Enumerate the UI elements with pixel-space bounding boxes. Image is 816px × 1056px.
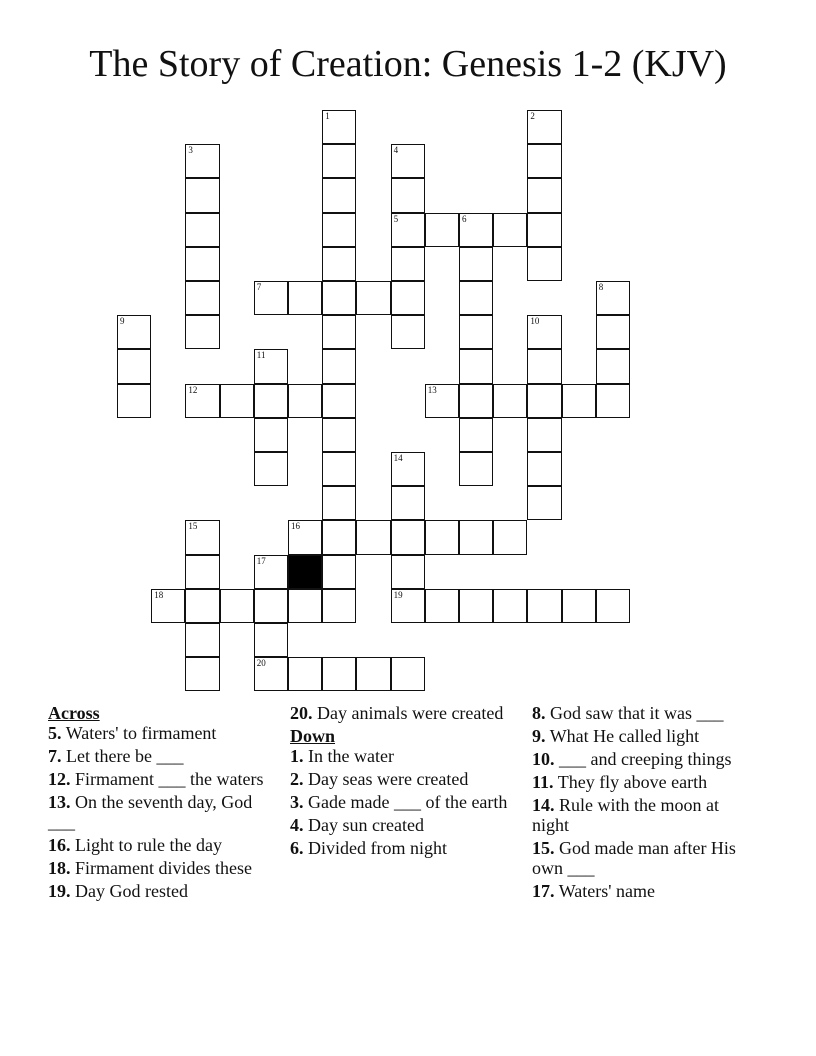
grid-cell[interactable] <box>322 349 356 383</box>
grid-cell[interactable] <box>254 555 288 589</box>
cell-number: 12 <box>188 384 198 395</box>
grid-cell[interactable] <box>322 418 356 452</box>
grid-cell[interactable] <box>527 452 561 486</box>
clue-number: 9. <box>532 726 546 746</box>
grid-cell[interactable] <box>322 452 356 486</box>
grid-cell[interactable] <box>220 384 254 418</box>
grid-cell[interactable] <box>254 623 288 657</box>
clue-number: 13. <box>48 792 71 812</box>
across-clue <box>48 769 273 789</box>
cell-number: 10 <box>530 316 540 327</box>
down-clue <box>532 795 757 835</box>
clue-text: On the seventh day, God ___ <box>48 792 253 832</box>
grid-cell[interactable] <box>322 384 356 418</box>
grid-cell[interactable] <box>254 384 288 418</box>
grid-cell[interactable] <box>356 520 390 554</box>
cell-number: 11 <box>256 350 266 361</box>
cell-number: 15 <box>188 521 198 532</box>
grid-cell[interactable] <box>185 623 219 657</box>
down-clue <box>532 703 757 723</box>
grid-cell[interactable] <box>459 315 493 349</box>
clue-text: Let there be ___ <box>66 746 184 766</box>
clue-text: Waters' name <box>558 881 655 901</box>
grid-cell[interactable] <box>254 349 288 383</box>
grid-cell[interactable] <box>459 247 493 281</box>
clue-text: ___ and creeping things <box>559 749 732 769</box>
grid-cell[interactable] <box>185 315 219 349</box>
grid-cell[interactable] <box>356 281 390 315</box>
grid-cell[interactable] <box>459 418 493 452</box>
grid-cell[interactable] <box>254 281 288 315</box>
clue-text: Day sun created <box>308 815 424 835</box>
grid-cell[interactable] <box>185 657 219 691</box>
clue-number: 20. <box>290 703 313 723</box>
grid-cell[interactable] <box>527 384 561 418</box>
grid-cell[interactable] <box>527 213 561 247</box>
down-clue <box>532 881 757 901</box>
grid-cell[interactable] <box>527 589 561 623</box>
cell-number: 4 <box>393 145 399 156</box>
clue-text: Divided from night <box>308 838 447 858</box>
page-title: The Story of Creation: Genesis 1-2 (KJV) <box>89 43 727 85</box>
grid-cell[interactable] <box>527 486 561 520</box>
clue-number: 8. <box>532 703 546 723</box>
grid-cell[interactable] <box>391 281 425 315</box>
clue-number: 5. <box>48 723 62 743</box>
grid-cell[interactable] <box>185 213 219 247</box>
cell-number: 16 <box>291 521 300 532</box>
grid-cell[interactable] <box>322 281 356 315</box>
down-clue <box>290 838 515 858</box>
grid-cell[interactable] <box>527 315 561 349</box>
clue-text: They fly above earth <box>557 772 708 792</box>
grid-cell[interactable] <box>527 418 561 452</box>
clue-text: God made man after His own ___ <box>532 838 736 878</box>
cell-number: 19 <box>393 589 403 600</box>
grid-cell[interactable] <box>596 281 630 315</box>
clue-number: 7. <box>48 746 62 766</box>
cell-number: 18 <box>154 589 164 600</box>
grid-cell[interactable] <box>322 520 356 554</box>
grid-cell[interactable] <box>562 384 596 418</box>
down-clue <box>532 749 757 769</box>
grid-cell[interactable] <box>220 589 254 623</box>
grid-cell[interactable] <box>322 110 356 144</box>
grid-cell[interactable] <box>322 555 356 589</box>
grid-cell[interactable] <box>117 349 151 383</box>
grid-cell[interactable] <box>596 349 630 383</box>
grid-cell[interactable] <box>254 589 288 623</box>
clue-number: 19. <box>48 881 71 901</box>
down-clue <box>290 815 515 835</box>
across-clue <box>48 835 273 855</box>
clue-column-3 <box>532 703 757 904</box>
grid-cell[interactable] <box>322 486 356 520</box>
grid-cell[interactable] <box>391 555 425 589</box>
grid-cell[interactable] <box>527 178 561 212</box>
clue-text: God saw that it was ___ <box>550 703 724 723</box>
clue-text: Day God rested <box>75 881 188 901</box>
grid-cell[interactable] <box>493 589 527 623</box>
clue-text: Firmament divides these <box>75 858 252 878</box>
across-clue <box>48 723 273 743</box>
grid-cell[interactable] <box>391 657 425 691</box>
grid-cell[interactable] <box>288 657 322 691</box>
clue-number: 17. <box>532 881 555 901</box>
grid-cell[interactable] <box>425 384 459 418</box>
grid-cell[interactable] <box>459 520 493 554</box>
grid-cell[interactable] <box>596 589 630 623</box>
grid-cell[interactable] <box>459 281 493 315</box>
across-clue <box>48 746 273 766</box>
clue-text: Firmament ___ the waters <box>75 769 264 789</box>
clue-number: 10. <box>532 749 555 769</box>
grid-cell[interactable] <box>391 520 425 554</box>
grid-cell[interactable] <box>527 247 561 281</box>
grid-cell[interactable] <box>322 178 356 212</box>
grid-cell[interactable] <box>493 520 527 554</box>
grid-cell[interactable] <box>527 144 561 178</box>
grid-cell[interactable] <box>459 349 493 383</box>
grid-cell[interactable] <box>322 315 356 349</box>
clue-number: 6. <box>290 838 304 858</box>
clue-number: 4. <box>290 815 304 835</box>
grid-cell[interactable] <box>185 144 219 178</box>
grid-cell[interactable] <box>288 520 322 554</box>
grid-cell[interactable] <box>562 589 596 623</box>
grid-cell[interactable] <box>527 349 561 383</box>
grid-cell[interactable] <box>459 384 493 418</box>
grid-cell[interactable] <box>391 213 425 247</box>
clue-text: Light to rule the day <box>75 835 222 855</box>
clue-number: 18. <box>48 858 71 878</box>
grid-cell[interactable] <box>185 520 219 554</box>
across-clue <box>48 858 273 878</box>
down-clue <box>532 772 757 792</box>
cell-number: 1 <box>325 111 330 121</box>
clue-number: 11. <box>532 772 554 792</box>
down-clue <box>532 838 757 878</box>
grid-cell[interactable] <box>288 281 322 315</box>
grid-cell[interactable] <box>254 418 288 452</box>
grid-cell[interactable] <box>288 384 322 418</box>
grid-cell[interactable] <box>493 213 527 247</box>
across-clue <box>48 881 273 901</box>
grid-cell[interactable] <box>391 315 425 349</box>
grid-cell[interactable] <box>391 247 425 281</box>
grid-cell[interactable] <box>185 247 219 281</box>
clue-number: 3. <box>290 792 304 812</box>
clue-number: 12. <box>48 769 71 789</box>
clue-text: Day animals were created <box>317 703 504 723</box>
clue-number: 2. <box>290 769 304 789</box>
grid-cell[interactable] <box>254 657 288 691</box>
grid-cell[interactable] <box>391 486 425 520</box>
clue-text: Gade made ___ of the earth <box>308 792 508 812</box>
down-clue <box>290 746 515 766</box>
grid-cell[interactable] <box>391 452 425 486</box>
grid-cell[interactable] <box>425 213 459 247</box>
grid-cell[interactable] <box>185 555 219 589</box>
cell-number: 2 <box>530 111 535 121</box>
cell-number: 20 <box>256 658 266 669</box>
grid-cell[interactable] <box>356 657 390 691</box>
down-heading: Down <box>290 726 336 746</box>
cell-number: 5 <box>393 213 399 224</box>
clue-text: In the water <box>308 746 394 766</box>
cell-number: 17 <box>256 555 266 566</box>
grid-cell[interactable] <box>459 589 493 623</box>
clue-number: 14. <box>532 795 555 815</box>
grid-cell[interactable] <box>425 589 459 623</box>
clue-text: Rule with the moon at night <box>532 795 719 835</box>
down-clue <box>290 792 515 812</box>
grid-cell[interactable] <box>117 384 151 418</box>
grid-cell[interactable] <box>391 144 425 178</box>
grid-cell[interactable] <box>391 589 425 623</box>
cell-number: 9 <box>120 316 125 327</box>
down-clue <box>290 769 515 789</box>
grid-cell[interactable] <box>425 520 459 554</box>
cell-number: 3 <box>188 145 193 156</box>
cell-number: 14 <box>393 453 403 463</box>
grid-cell[interactable] <box>322 144 356 178</box>
clue-text: Day seas were created <box>308 769 469 789</box>
grid-cell[interactable] <box>322 657 356 691</box>
clue-column-2 <box>290 703 515 861</box>
clue-number: 1. <box>290 746 304 766</box>
grid-cell[interactable] <box>391 178 425 212</box>
grid-cell[interactable] <box>322 589 356 623</box>
grid-cell[interactable] <box>459 452 493 486</box>
black-square <box>288 555 322 589</box>
cell-number: 8 <box>598 282 604 292</box>
grid-cell[interactable] <box>596 315 630 349</box>
grid-cell[interactable] <box>254 452 288 486</box>
grid-cell[interactable] <box>527 110 561 144</box>
grid-cell[interactable] <box>322 213 356 247</box>
grid-cell[interactable] <box>185 281 219 315</box>
grid-cell[interactable] <box>151 589 185 623</box>
across-heading: Across <box>48 703 100 723</box>
grid-cell[interactable] <box>117 315 151 349</box>
grid-cell[interactable] <box>185 589 219 623</box>
grid-cell[interactable] <box>493 384 527 418</box>
cell-number: 13 <box>427 384 437 395</box>
clue-text: Waters' to firmament <box>65 723 217 743</box>
clue-number: 15. <box>532 838 555 858</box>
grid-cell[interactable] <box>185 178 219 212</box>
cell-number: 7 <box>256 282 262 292</box>
down-clue <box>532 726 757 746</box>
clue-column-1 <box>48 703 273 904</box>
clue-text: What He called light <box>549 726 700 746</box>
grid-cell[interactable] <box>185 384 219 418</box>
across-clue <box>48 792 273 832</box>
across-clue <box>290 703 515 723</box>
grid-cell[interactable] <box>322 247 356 281</box>
grid-cell[interactable] <box>459 213 493 247</box>
grid-cell[interactable] <box>596 384 630 418</box>
clue-number: 16. <box>48 835 71 855</box>
grid-cell[interactable] <box>288 589 322 623</box>
cell-number: 6 <box>462 213 467 224</box>
